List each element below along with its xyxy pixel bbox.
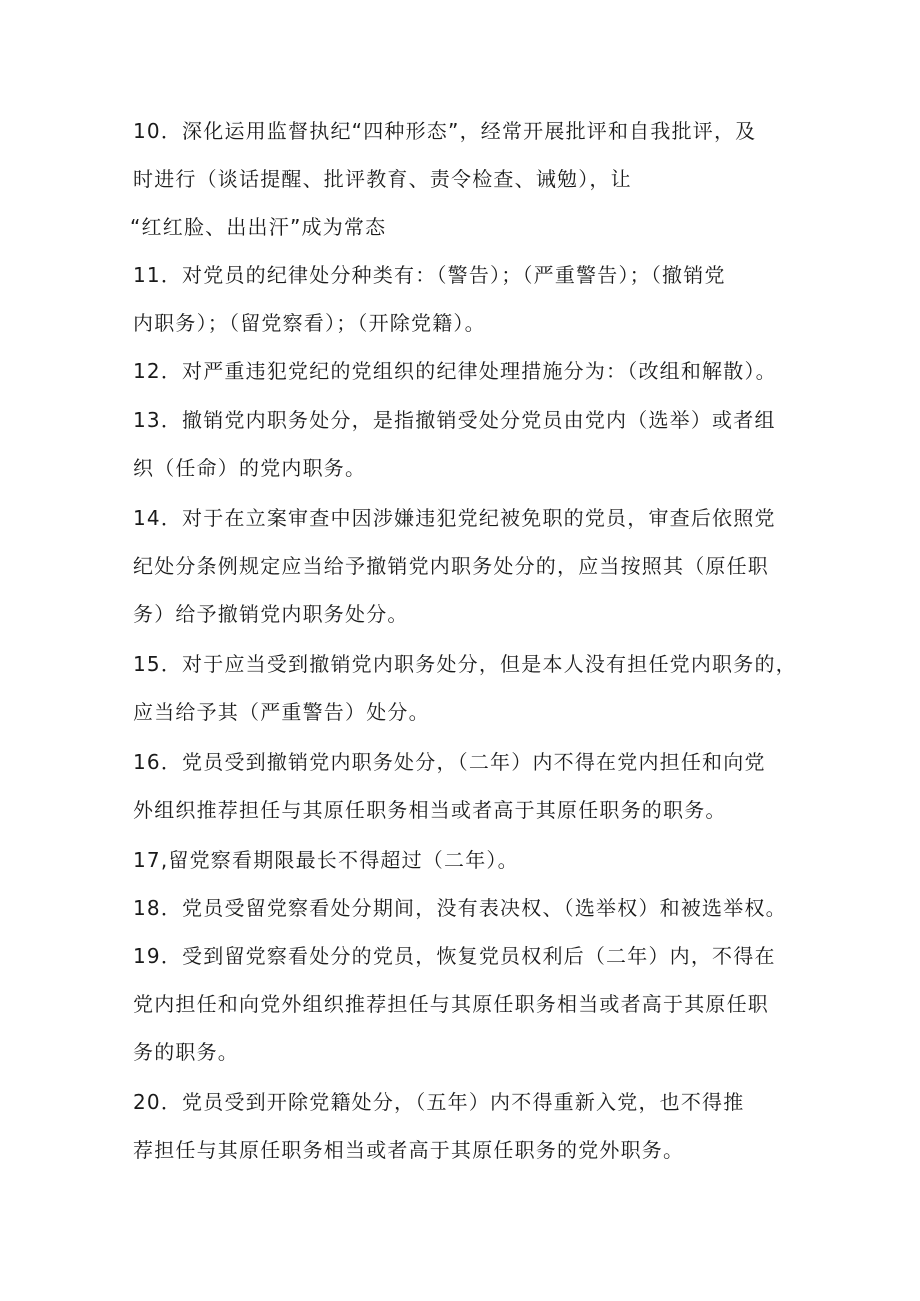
text-line: 13．撤销党内职务处分，是指撤销受处分党员由党内（选举）或者组 [133, 408, 776, 432]
text-line: 20．党员受到开除党籍处分，（五年）内不得重新入党，也不得推 [133, 1090, 745, 1114]
text-line: 19．受到留党察看处分的党员，恢复党员权利后（二年）内，不得在 [133, 944, 776, 968]
text-line: 内职务）；（留党察看）；（开除党籍）。 [133, 311, 486, 335]
text-line: 纪处分条例规定应当给予撤销党内职务处分的，应当按照其（原任职 [133, 554, 769, 578]
text-line: 16．党员受到撤销党内职务处分，（二年）内不得在党内担任和向党 [133, 750, 766, 774]
text-line: 务）给予撤销党内职务处分。 [133, 602, 409, 626]
text-line: 时进行（谈话提醒、批评教育、责令检查、诫勉），让 [133, 167, 632, 191]
text-line: 务的职务。 [133, 1040, 239, 1064]
text-line: 10．深化运用监督执纪“四种形态”，经常开展批评和自我批评，及 [133, 119, 757, 143]
text-line: 应当给予其（严重警告）处分。 [133, 700, 430, 724]
text-line: 18．党员受留党察看处分期间，没有表决权、（选举权）和被选举权。 [133, 896, 787, 920]
text-line: 党内担任和向党外组织推荐担任与其原任职务相当或者高于其原任职 [133, 992, 769, 1016]
text-line: 11．对党员的纪律处分种类有：（警告）；（严重警告）；（撤销党 [133, 263, 726, 287]
text-line: 织（任命）的党内职务。 [133, 456, 367, 480]
text-line: 17,留党察看期限最长不得超过（二年）。 [133, 848, 519, 872]
text-line: “红红脸、出出汗”成为常态 [130, 215, 387, 239]
text-line: 荐担任与其原任职务相当或者高于其原任职务的党外职务。 [133, 1138, 685, 1162]
text-line: 14．对于在立案审查中因涉嫌违犯党纪被免职的党员，审查后依照党 [133, 506, 776, 530]
text-line: 12．对严重违犯党纪的党组织的纪律处理措施分为：（改组和解散）。 [133, 359, 777, 383]
text-line: 外组织推荐担任与其原任职务相当或者高于其原任职务的职务。 [133, 798, 727, 822]
text-line: 15．对于应当受到撤销党内职务处分，但是本人没有担任党内职务的， [133, 652, 797, 676]
